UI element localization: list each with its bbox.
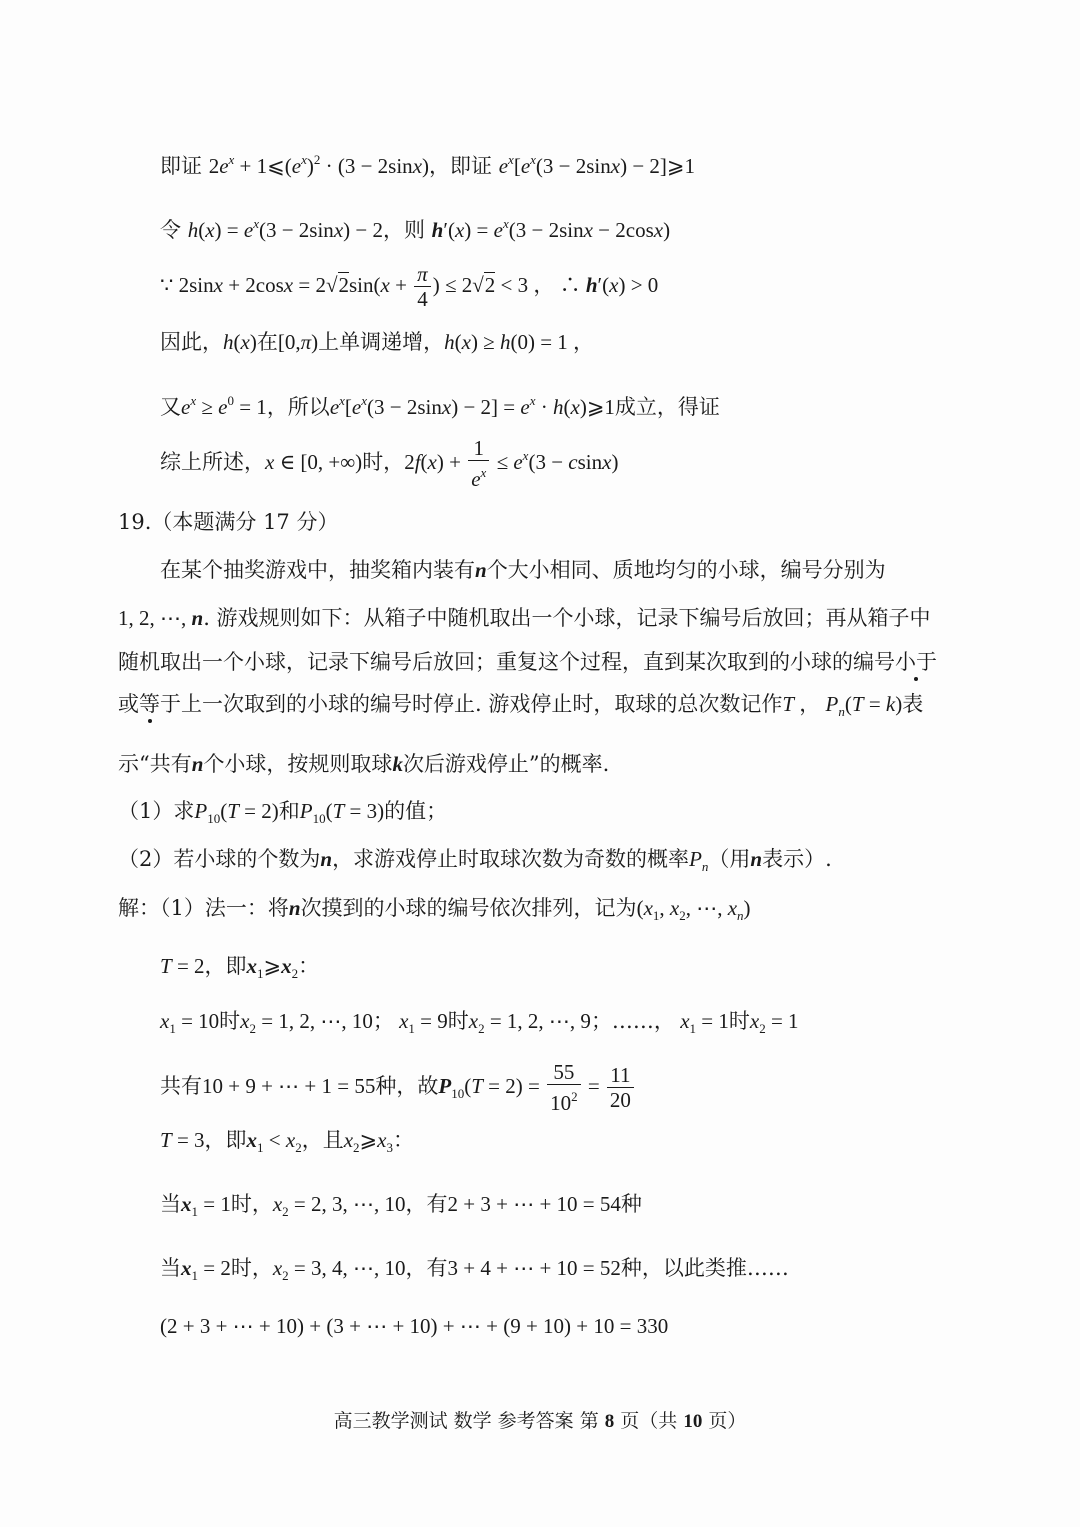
solution-case-x1-equals-1: 当$x_1 = 1$时，$x_2 = 2$, 3, ⋯, 10，有2 + 3 + ⋯ + 10 = 54种 — [160, 1192, 642, 1219]
question-paragraph-line-4: 或等于上一次取到的小球的编号时停止. 游戏停止时，取球的总次数记作T ， $P_n(T = k)$表 — [118, 692, 924, 719]
proof-line-6: 综上所述，x ∈ [0, +∞)时，2f(x) + $\frac{1}{e^x}$ ≤ $e^x(3 - csinx)$ — [160, 436, 619, 491]
question-paragraph-line-1: 在某个抽奖游戏中，抽奖箱内装有n个大小相同、质地均匀的小球，编号分别为 — [160, 558, 886, 582]
proof-line-1: 即证 $2e^x$ + $1⩽(e^x)^2 \cdot (3 - 2\sin x)$，即证 $e^x[e^x(3 - 2\sin x)$ − 2]⩾1 — [160, 152, 696, 178]
fraction-55-over-100: $\frac{55}{10^2}$ — [547, 1060, 581, 1115]
sub-question-1: （1）求$P_{10}(T = 2)$和$P_{10}(T = 3)$的值； — [118, 799, 448, 826]
sub-question-2: （2）若小球的个数为n，求游戏停止时取球次数为奇数的概率$P_n$（用n表示）. — [118, 847, 832, 874]
emphasis-dotted-text: 小于 — [895, 650, 937, 674]
solution-case-x1-equals-2: 当$x_1 = 2$时，$x_2 = 3$, 4, ⋯, 10，有3 + 4 + ⋯ + 10 = 52种，以此类推…… — [160, 1256, 789, 1283]
solution-t3-condition: T = 3，即$x_1 < x_2$，且$x_2⩾x_3$： — [160, 1128, 414, 1155]
proof-line-2: 令 $h(x) = e^x(3 - 2\sin x) - 2$，则 $h'(x) = e^x(3 - 2\sin x - 2\cos x)$ — [160, 216, 671, 242]
fraction-11-over-20: $\frac{11}{20}$ — [607, 1063, 634, 1112]
pi-over-4-fraction: $\frac{\pi}{4}$ — [414, 262, 431, 311]
proof-line-4: 因此，h(x)在[0,π)上单调递增，h(x) ≥ h(0) = 1 ， — [160, 330, 595, 354]
proof-line-3: ∵ 2sinx + 2cosx = 2√2sin(x + $\frac{\pi}{4}$ ) ≤ 2√2 < 3 ， ∴ h′(x) > 0 — [160, 262, 659, 311]
solution-line-1: 解：（1）法一：将n次摸到的小球的编号依次排列，记为($x_1$, $x_2$, ⋯, $x_n$) — [118, 896, 751, 923]
solution-t2-cases: $x_1 = 10$时$x_2 = 1$, 2, ⋯, 10； $x_1 = 9$时$x_2 = 1$, 2, ⋯, 9；……， $x_1 = 1$时$x_2 = 1$ — [160, 1009, 799, 1036]
page-footer: 高三教学测试 数学 参考答案 第 8 页（共 10 页） — [333, 1410, 747, 1432]
question-paragraph-line-3: 随机取出一个小球，记录下编号后放回；重复这个过程，直到某次取到的小球的编号小于 — [118, 650, 937, 674]
one-over-ex-fraction: $\frac{1}{e^x}$ — [468, 436, 489, 491]
solution-t2-condition: T = 2，即$x_1⩾x_2$： — [160, 954, 320, 981]
solution-t2-sum: 共有10 + 9 + ⋯ + 1 = 55种，故$P_{10}(T = 2)$ = $\frac{55}{10^2}$ = $\frac{11}{20}$ — [160, 1060, 636, 1115]
question-paragraph-line-2: 1, 2, ⋯, n. 游戏规则如下：从箱子中随机取出一个小球，记录下编号后放回；再从箱子中 — [118, 606, 931, 630]
total-page-count: 10 — [683, 1411, 703, 1432]
current-page-number: 8 — [604, 1411, 615, 1432]
proof-line-5: 又$e^x \ge e^0 = 1$，所以$e^x[e^x(3 - 2\sin x) - 2] = e^x$ · h(x)⩾1成立，得证 — [160, 393, 720, 419]
emphasis-dotted-text: 或等于 — [118, 692, 181, 716]
question-paragraph-line-5: 示“共有n个小球，按规则取球k次后游戏停止”的概率. — [118, 752, 610, 776]
solution-total-sum: (2 + 3 + ⋯ + 10) + (3 + ⋯ + 10) + ⋯ + (9 + 10) + 10 = 330 — [160, 1314, 669, 1338]
question-19-heading: 19.（本题满分 17 分） — [118, 510, 339, 534]
